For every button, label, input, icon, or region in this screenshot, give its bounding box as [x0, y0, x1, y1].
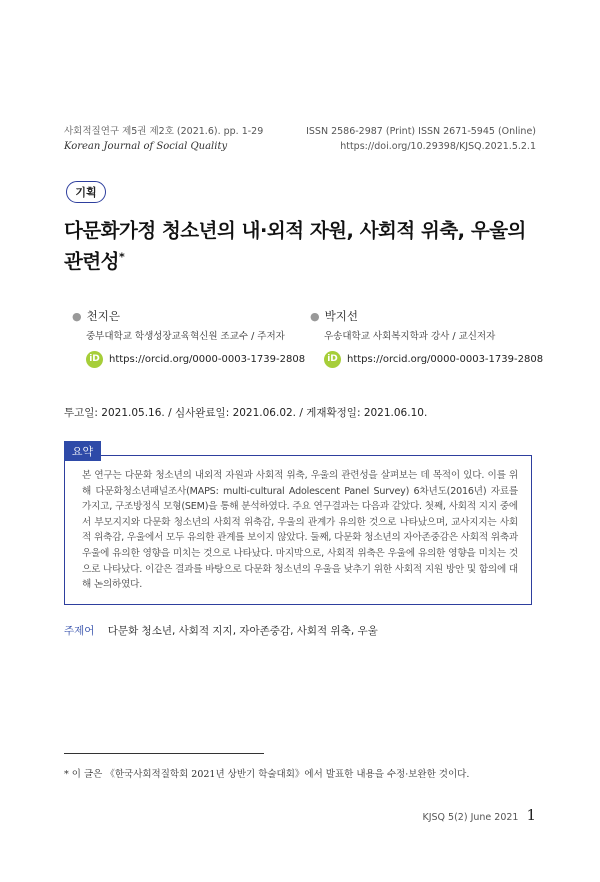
orcid-icon: iD	[324, 351, 341, 368]
orcid-url[interactable]: https://orcid.org/0000-0003-1739-2808	[347, 354, 544, 365]
footnote-divider	[64, 753, 264, 754]
author-name: 박지선	[324, 309, 358, 323]
abstract-label: 요약	[64, 441, 101, 461]
doi-link[interactable]: https://doi.org/10.29398/KJSQ.2021.5.2.1	[340, 141, 536, 152]
author-affiliation: 우송대학교 사회복지학과 강사 / 교신저자	[324, 331, 496, 342]
bullet-icon: ●	[72, 310, 82, 323]
footnote: * 이 글은 《한국사회적질학회 2021년 상반기 학술대회》에서 발표한 내용을 수정·보완한 것이다.	[64, 769, 470, 780]
citation: 사회적질연구 제5권 제2호 (2021.6). pp. 1-29	[64, 126, 264, 137]
running-header-left	[64, 124, 263, 154]
category-badge: 기획	[66, 181, 106, 203]
journal-issue: KJSQ 5(2) June 2021	[422, 812, 519, 823]
author-1	[72, 307, 305, 369]
orcid-link[interactable]	[310, 350, 543, 369]
abstract-text: 본 연구는 다문화 청소년의 내외적 자원과 사회적 위축, 우울의 관련성을 살펴보는 데 목적이 있다. 이를 위해 다문화청소년패널조사(MAPS: multi-cultural Adolescent Panel Survey) 6차년도(2016년) 자료를 가지고, 구조방정식 모형(SEM)을 통해 분석하였다. 주요 연구결과는 다음과 같았다. 첫째, 사회적 지지 중에서 부모지지와 다문화 청소년의 사회적 위축감, 우울의 관계가 유의한 것으로 나타났으며, 교사지지는 사회적 위축감, 우울에서 모두 유의한 관계를 보이지 않았다. 둘째, 다문화 청소년의 자아존중감은 사회적 위축과 우울에 유의한 영향을 미치는 것으로 나타났다. 마지막으로, 사회적 위축은 우울에 유의한 영향을 미치는 것으로 나타났다. 이같은 결과를 바탕으로 다문화 청소년의 우울을 낮추기 위한 사회적 지원 방안 및 함의에 대해 논의하였다.	[82, 470, 518, 591]
submission-dates: 투고일: 2021.05.16. / 심사완료일: 2021.06.02. / 게재확정일: 2021.06.10.	[64, 407, 428, 419]
author-2	[310, 307, 543, 369]
keywords	[64, 623, 378, 638]
author-name: 천지은	[86, 309, 120, 323]
page-footer	[422, 806, 536, 824]
page-number: 1	[526, 806, 536, 824]
orcid-link[interactable]	[72, 350, 305, 369]
paper-title	[64, 215, 544, 277]
author-affiliation: 중부대학교 학생성장교육혁신원 조교수 / 주저자	[86, 331, 285, 342]
orcid-icon: iD	[86, 351, 103, 368]
journal-name: Korean Journal of Social Quality	[64, 141, 228, 152]
running-header-right	[306, 124, 536, 154]
orcid-url[interactable]: https://orcid.org/0000-0003-1739-2808	[109, 354, 306, 365]
paper-title-text: 다문화가정 청소년의 내·외적 자원, 사회적 위축, 우울의 관련성	[64, 219, 526, 273]
keywords-text: 다문화 청소년, 사회적 지지, 자아존중감, 사회적 위축, 우울	[107, 625, 378, 637]
bullet-icon: ●	[310, 310, 320, 323]
title-footnote-mark: *	[119, 250, 125, 264]
keywords-label: 주제어	[64, 625, 95, 637]
issn: ISSN 2586-2987 (Print) ISSN 2671-5945 (Online)	[306, 126, 536, 137]
